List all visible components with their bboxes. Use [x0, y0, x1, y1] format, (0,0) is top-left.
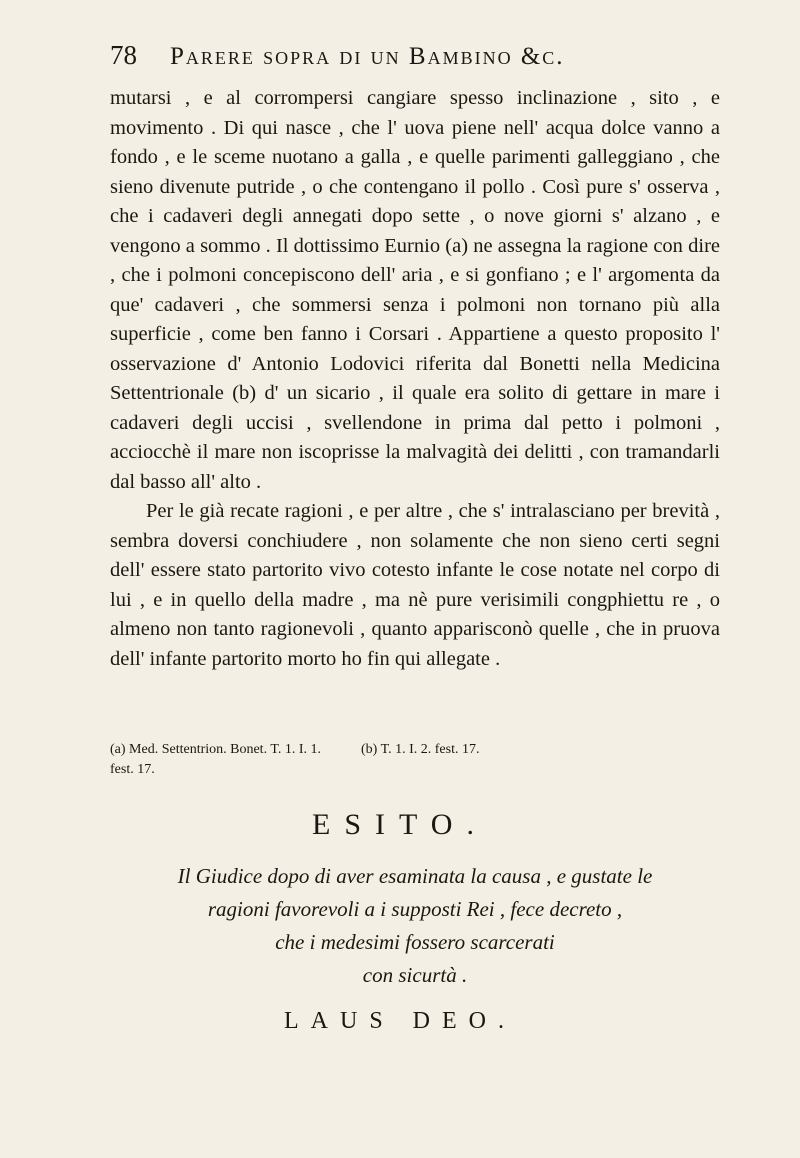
verdict-line-3: che i medesimi fossero scarcerati	[275, 930, 555, 954]
page-number: 78	[110, 40, 137, 70]
verdict-line-1: Il Giudice dopo di aver esaminata la causa , e gustate le	[177, 864, 653, 888]
verdict-text	[110, 860, 720, 992]
body-text	[110, 84, 720, 674]
section-heading: ESITO.	[312, 808, 488, 841]
verdict-line-2: ragioni favorevoli a i supposti Rei , fece decreto ,	[207, 897, 623, 921]
footnotes	[110, 740, 720, 780]
paragraph-2: Per le già recate ragioni , e per altre , che s' intralasciano per brevità , sembra doversi conchiudere , non solamente che non sieno certi segni dell' essere stato partorito vivo cotesto infante le cose notate nel corpo di lui , e in quello della madre , ma nè pure verisimili congphiettu re , o almeno non tanto ragionevoli , quanto apparisconò quelle , che in pruova dell' infante partorito morto ho fin qui allegate .	[110, 500, 720, 670]
running-title: Parere sopra di un Bambino &c.	[170, 43, 565, 70]
footnote-continuation: fest. 17.	[110, 762, 155, 777]
verdict-line-4: con sicurtà .	[362, 963, 468, 987]
footnote-a: (a) Med. Settentrion. Bonet. T. 1. I. 1.	[110, 742, 321, 757]
footnote-b: (b) T. 1. I. 2. fest. 17.	[361, 742, 480, 757]
closing-formula: LAUS DEO.	[284, 1008, 516, 1034]
page-header	[110, 40, 720, 71]
paragraph-1: mutarsi , e al corrompersi cangiare spesso inclinazione , sito , e movimento . Di qui nasce , che l' uova piene nell' acqua dolce vanno a fondo , e le sceme nuotano a galla , e quelle parimenti galleggiano , che sieno divenute putride , o che contengano il pollo . Così pure s' osserva , che i cadaveri degli annegati dopo sette , o nove giorni s' alzano , e vengono a sommo . Il dottissimo Eurnio (a) ne assegna la ragione con dire , che i polmoni concepiscono dell' aria , e si gonfiano ; e l' argomenta da que' cadaveri , che sommersi senza i polmoni non tornano più alla superficie , come ben fanno i Corsari . Appartiene a questo proposito l' osservazione d' Antonio Lodovici riferita dal Bonetti nella Medicina Settentrionale (b) d' un sicario , il quale era solito di gettare in mare i cadaveri degli uccisi , svellendone in prima dal petto i polmoni , acciocchè il mare non iscoprisse la malvagità dei delitti , con tramandarli dal basso all' alto .	[110, 87, 720, 493]
